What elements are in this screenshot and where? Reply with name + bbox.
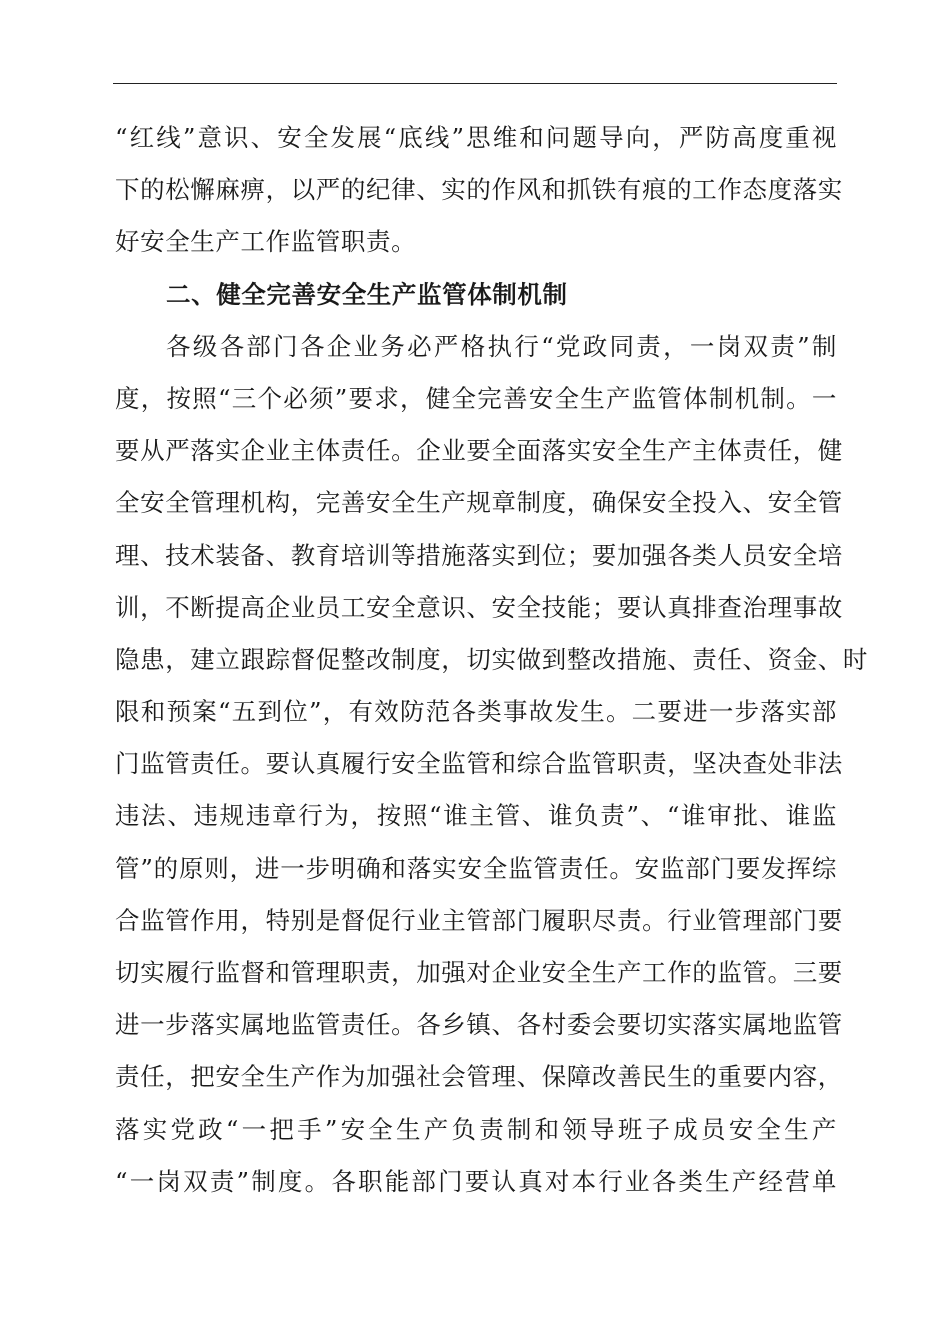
paragraph-1-line: 下的松懈麻痹，以严的纪律、实的作风和抓铁有痕的工作态度落实 [115,175,843,205]
paragraph-2-line: 进一步落实属地监管责任。各乡镇、各村委会要切实落实属地监管 [115,1010,843,1040]
paragraph-2-line: 理、技术装备、教育培训等措施落实到位；要加强各类人员安全培 [115,540,843,570]
header-rule [113,83,837,84]
paragraph-2-line: 合监管作用，特别是督促行业主管部门履职尽责。行业管理部门要 [115,905,843,935]
paragraph-2-line: 门监管责任。要认真履行安全监管和综合监管职责，坚决查处非法 [115,749,843,779]
paragraph-2-line: 限和预案“五到位”，有效防范各类事故发生。二要进一步落实部 [115,697,837,727]
paragraph-1-line: “红线”意识、安全发展“底线”思维和问题导向，严防高度重视 [115,123,837,152]
paragraph-2-line: 违法、违规违章行为，按照“谁主管、谁负责”、“谁审批、谁监 [115,801,837,831]
section-heading: 二、健全完善安全生产监管体制机制 [166,279,568,309]
paragraph-1-line: 好安全生产工作监管职责。 [115,227,417,257]
paragraph-2-line: 责任，把安全生产作为加强社会管理、保障改善民生的重要内容， [115,1062,843,1092]
paragraph-2-line: “一岗双责”制度。各职能部门要认真对本行业各类生产经营单 [115,1166,837,1196]
paragraph-2-line: 隐患，建立跟踪督促整改制度，切实做到整改措施、责任、资金、时 [115,644,868,674]
body-text [115,112,868,1208]
paragraph-2-line: 切实履行监督和管理职责，加强对企业安全生产工作的监管。三要 [115,958,843,987]
paragraph-2-line: 度，按照“三个必须”要求，健全完善安全生产监管体制机制。一 [115,383,837,413]
paragraph-2-line: 落实党政“一把手”安全生产负责制和领导班子成员安全生产 [115,1114,837,1144]
paragraph-2-line: 要从严落实企业主体责任。企业要全面落实安全生产主体责任，健 [115,436,843,466]
paragraph-2-line: 管”的原则，进一步明确和落实安全监管责任。安监部门要发挥综 [115,853,837,883]
paragraph-2-line: 全安全管理机构，完善安全生产规章制度，确保安全投入、安全管 [115,488,843,518]
paragraph-2-line: 训，不断提高企业员工安全意识、安全技能；要认真排查治理事故 [115,592,843,622]
paragraph-2-line: 各级各部门各企业务必严格执行“党政同责，一岗双责”制 [166,331,837,361]
